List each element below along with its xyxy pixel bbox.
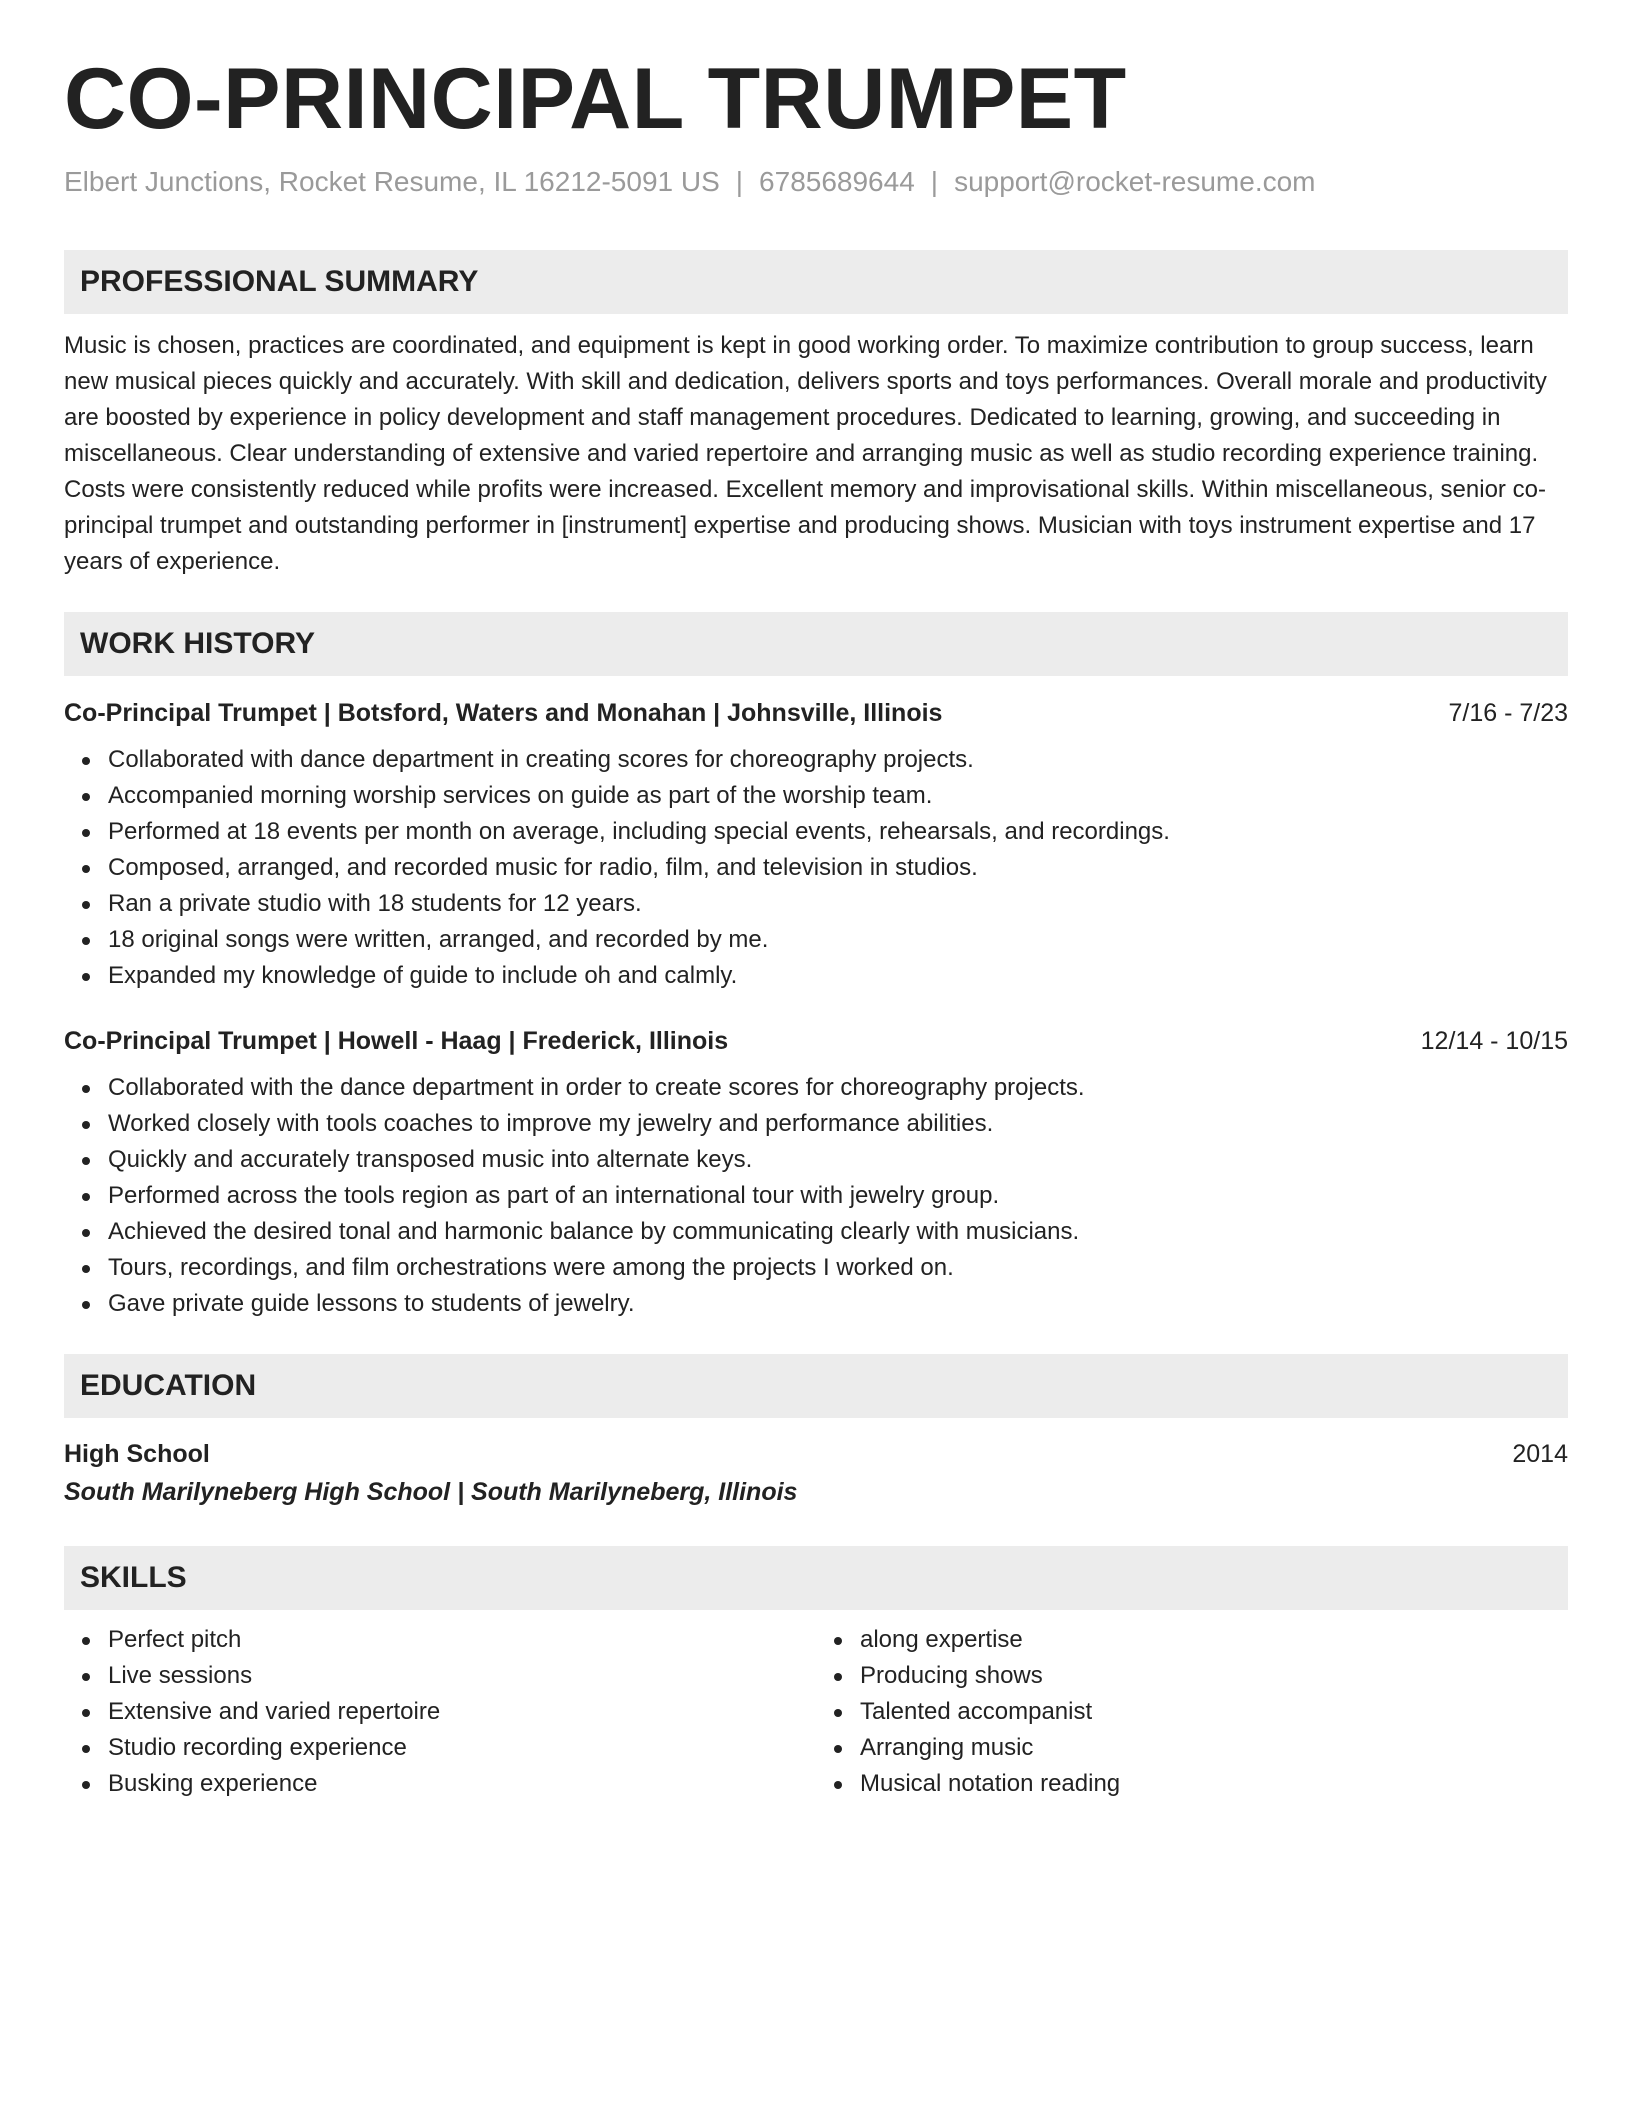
job-bullet: Performed at 18 events per month on average, including special events, rehearsals, and recordings. [108,814,1568,850]
job-title: Co-Principal Trumpet | Howell - Haag | Frederick, Illinois [64,1027,729,1056]
skill-item: Arranging music [860,1730,1568,1766]
job-bullet-list [64,742,1568,994]
job-entry [64,696,1568,994]
contact-separator: | [930,165,939,197]
skills-list [64,1622,816,1802]
section-header-skills: SKILLS [64,1546,1568,1610]
job-title: Co-Principal Trumpet | Botsford, Waters and Monahan | Johnsville, Illinois [64,699,943,728]
skill-item: Perfect pitch [108,1622,816,1658]
section-header-summary: PROFESSIONAL SUMMARY [64,250,1568,314]
section-header-education: EDUCATION [64,1354,1568,1418]
job-bullet-list [64,1070,1568,1322]
job-bullet: 18 original songs were written, arranged, and recorded by me. [108,922,1568,958]
job-bullet: Collaborated with dance department in creating scores for choreography projects. [108,742,1568,778]
contact-separator: | [735,165,744,197]
skill-item: Producing shows [860,1658,1568,1694]
skill-item: Talented accompanist [860,1694,1568,1730]
job-bullet: Expanded my knowledge of guide to include oh and calmly. [108,958,1568,994]
skills-list [816,1622,1568,1802]
job-entry [64,1024,1568,1322]
contact-address: Elbert Junctions, Rocket Resume, IL 16212-5091 US [64,165,720,197]
job-bullet: Tours, recordings, and film orchestrations were among the projects I worked on. [108,1250,1568,1286]
education-degree: High School [64,1440,210,1469]
section-header-work-history: WORK HISTORY [64,612,1568,676]
education-year: 2014 [1512,1440,1568,1469]
job-bullet: Ran a private studio with 18 students for 12 years. [108,886,1568,922]
job-bullet: Achieved the desired tonal and harmonic balance by communicating clearly with musicians. [108,1214,1568,1250]
contact-phone: 6785689644 [759,165,915,197]
skill-item: Live sessions [108,1658,816,1694]
skill-item: Studio recording experience [108,1730,816,1766]
skills-column-left [64,1622,816,1802]
job-header [64,696,1568,730]
education-header [64,1436,1568,1472]
education-school: South Marilyneberg High School | South Marilyneberg, Illinois [64,1478,798,1507]
skill-item: along expertise [860,1622,1568,1658]
job-header [64,1024,1568,1058]
skill-item: Extensive and varied repertoire [108,1694,816,1730]
skill-item: Busking experience [108,1766,816,1802]
job-dates: 12/14 - 10/15 [1420,1027,1568,1056]
resume-name: CO-PRINCIPAL TRUMPET [64,51,1127,147]
contact-line [64,165,1568,199]
job-bullet: Composed, arranged, and recorded music for radio, film, and television in studios. [108,850,1568,886]
job-dates: 7/16 - 7/23 [1448,699,1568,728]
job-bullet: Performed across the tools region as part of an international tour with jewelry group. [108,1178,1568,1214]
job-bullet: Collaborated with the dance department in order to create scores for choreography projects. [108,1070,1568,1106]
job-bullet: Quickly and accurately transposed music into alternate keys. [108,1142,1568,1178]
job-bullet: Gave private guide lessons to students of jewelry. [108,1286,1568,1322]
contact-email: support@rocket-resume.com [954,165,1316,197]
job-bullet: Accompanied morning worship services on guide as part of the worship team. [108,778,1568,814]
skills-grid [64,1622,1568,1802]
skill-item: Musical notation reading [860,1766,1568,1802]
summary-text: Music is chosen, practices are coordinated, and equipment is kept in good working order. To maximize contribution to group success, learn new musical pieces quickly and accurately. With skill and dedication, delivers sports and toys performances. Overall morale and productivity are boosted by experience in policy development and staff management procedures. Dedicated to learning, growing, and succeeding in miscellaneous. Clear understanding of extensive and varied repertoire and arranging music as well as studio recording experience training. Costs were consistently reduced while profits were increased. Excellent memory and improvisational skills. Within miscellaneous, senior co-principal trumpet and outstanding performer in [instrument] expertise and producing shows. Musician with toys instrument expertise and 17 years of experience. [64,332,1547,576]
job-bullet: Worked closely with tools coaches to improve my jewelry and performance abilities. [108,1106,1568,1142]
education-entry [64,1436,1568,1512]
skills-column-right [816,1622,1568,1802]
